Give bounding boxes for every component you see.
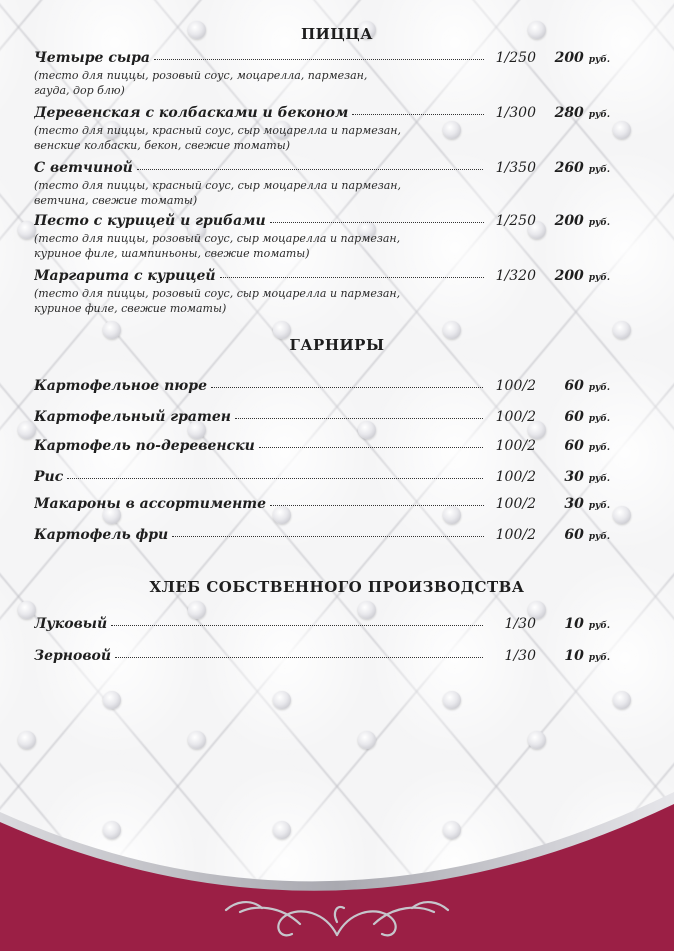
item-weight: 100/2 bbox=[495, 438, 536, 454]
item-price-value: 280 bbox=[554, 105, 584, 121]
section-title-pizza: ПИЦЦА bbox=[300, 25, 374, 43]
item-name-text: Маргарита с курицей bbox=[34, 268, 216, 284]
item-price bbox=[544, 437, 610, 457]
item-price bbox=[544, 615, 610, 635]
leader-dots bbox=[67, 477, 484, 479]
item-name-text: Четыре сыра bbox=[34, 50, 150, 66]
item-name-text: Картофельный гратен bbox=[34, 409, 231, 425]
menu-item bbox=[34, 159, 610, 208]
item-price-value: 10 bbox=[564, 648, 584, 664]
item-name bbox=[34, 104, 484, 122]
item-currency: руб. bbox=[588, 474, 610, 484]
item-price bbox=[544, 495, 610, 515]
item-currency: руб. bbox=[588, 110, 610, 120]
item-name-text: Картофель фри bbox=[34, 527, 169, 543]
leader-dots bbox=[137, 168, 484, 170]
item-currency: руб. bbox=[588, 165, 610, 175]
item-name-text: Песто с курицей и грибами bbox=[34, 213, 266, 229]
item-price-value: 60 bbox=[564, 438, 584, 454]
item-price bbox=[544, 212, 610, 232]
item-name bbox=[34, 49, 484, 67]
item-weight: 100/2 bbox=[495, 527, 536, 543]
menu-item bbox=[34, 267, 610, 316]
item-name-text: Картофельное пюре bbox=[34, 378, 207, 394]
item-currency: руб. bbox=[588, 55, 610, 65]
item-description-line: ветчина, свежие томаты) bbox=[34, 194, 198, 207]
item-weight: 1/250 bbox=[495, 50, 536, 66]
item-price bbox=[544, 267, 610, 287]
menu-item bbox=[34, 212, 610, 261]
item-name bbox=[34, 212, 484, 230]
item-weight: 1/30 bbox=[504, 616, 536, 632]
item-price bbox=[544, 647, 610, 667]
item-name bbox=[34, 377, 484, 395]
item-name bbox=[34, 526, 484, 544]
item-description-line: гауда, дор блю) bbox=[34, 84, 125, 97]
item-price-value: 10 bbox=[564, 616, 584, 632]
item-currency: руб. bbox=[588, 414, 610, 424]
item-name-text: Рис bbox=[34, 469, 64, 485]
menu-item bbox=[34, 468, 610, 486]
item-name bbox=[34, 437, 484, 455]
leader-dots bbox=[270, 221, 484, 223]
leader-dots bbox=[154, 58, 484, 60]
leader-dots bbox=[352, 113, 484, 115]
menu-item bbox=[34, 377, 610, 395]
item-weight: 1/30 bbox=[504, 648, 536, 664]
item-price bbox=[544, 468, 610, 488]
item-price bbox=[544, 159, 610, 179]
item-currency: руб. bbox=[588, 501, 610, 511]
item-currency: руб. bbox=[588, 653, 610, 663]
item-name-text: С ветчиной bbox=[34, 160, 133, 176]
item-currency: руб. bbox=[588, 218, 610, 228]
item-weight: 1/300 bbox=[495, 105, 536, 121]
leader-dots bbox=[270, 504, 484, 506]
item-name-text: Луковый bbox=[34, 616, 108, 632]
item-weight: 1/350 bbox=[495, 160, 536, 176]
item-name-text: Картофель по-деревенски bbox=[34, 438, 255, 454]
item-weight: 1/250 bbox=[495, 213, 536, 229]
item-description bbox=[34, 286, 474, 316]
item-name bbox=[34, 495, 484, 513]
menu-item bbox=[34, 495, 610, 513]
item-price-value: 200 bbox=[554, 268, 584, 284]
item-name bbox=[34, 647, 484, 665]
item-price bbox=[544, 49, 610, 69]
item-description-line: куриное филе, свежие томаты) bbox=[34, 302, 227, 315]
item-weight: 100/2 bbox=[495, 409, 536, 425]
menu-item bbox=[34, 104, 610, 153]
item-weight: 100/2 bbox=[495, 378, 536, 394]
item-description-line: (тесто для пиццы, красный соус, сыр моцарелла и пармезан, bbox=[34, 124, 402, 137]
item-price-value: 30 bbox=[564, 469, 584, 485]
item-price-value: 60 bbox=[564, 378, 584, 394]
leader-dots bbox=[172, 535, 484, 537]
item-currency: руб. bbox=[588, 443, 610, 453]
leader-dots bbox=[115, 656, 484, 658]
item-price-value: 60 bbox=[564, 527, 584, 543]
item-name bbox=[34, 408, 484, 426]
leader-dots bbox=[211, 386, 484, 388]
item-name-text: Макароны в ассортименте bbox=[34, 496, 267, 512]
item-description-line: (тесто для пиццы, розовый соус, сыр моцарелла и пармезан, bbox=[34, 287, 401, 300]
item-currency: руб. bbox=[588, 532, 610, 542]
leader-dots bbox=[235, 417, 484, 419]
leader-dots bbox=[111, 624, 484, 626]
item-description-line: венские колбаски, бекон, свежие томаты) bbox=[34, 139, 290, 152]
menu-item bbox=[34, 49, 610, 98]
item-name-text: Деревенская с колбасками и беконом bbox=[34, 105, 349, 121]
item-currency: руб. bbox=[588, 273, 610, 283]
item-description-line: куриное филе, шампиньоны, свежие томаты) bbox=[34, 247, 310, 260]
item-name bbox=[34, 267, 484, 285]
item-name bbox=[34, 468, 484, 486]
item-price-value: 30 bbox=[564, 496, 584, 512]
item-description bbox=[34, 68, 474, 98]
item-price-value: 200 bbox=[554, 50, 584, 66]
item-price-value: 60 bbox=[564, 409, 584, 425]
section-title-bread: ХЛЕБ СОБСТВЕННОГО ПРОИЗВОДСТВА bbox=[149, 578, 525, 596]
item-name bbox=[34, 615, 484, 633]
menu-item bbox=[34, 437, 610, 455]
menu-item bbox=[34, 526, 610, 544]
item-name bbox=[34, 159, 484, 177]
menu-item bbox=[34, 408, 610, 426]
item-currency: руб. bbox=[588, 383, 610, 393]
item-name-text: Зерновой bbox=[34, 648, 112, 664]
item-currency: руб. bbox=[588, 621, 610, 631]
leader-dots bbox=[220, 276, 484, 278]
item-weight: 1/320 bbox=[495, 268, 536, 284]
item-description bbox=[34, 178, 474, 208]
item-weight: 100/2 bbox=[495, 496, 536, 512]
item-description-line: (тесто для пиццы, красный соус, сыр моцарелла и пармезан, bbox=[34, 179, 402, 192]
item-description-line: (тесто для пиццы, розовый соус, моцарелла, пармезан, bbox=[34, 69, 368, 82]
item-price-value: 260 bbox=[554, 160, 584, 176]
item-weight: 100/2 bbox=[495, 469, 536, 485]
section-title-garnish: ГАРНИРЫ bbox=[289, 336, 385, 354]
item-price bbox=[544, 377, 610, 397]
item-description-line: (тесто для пиццы, розовый соус, сыр моцарелла и пармезан, bbox=[34, 232, 401, 245]
item-description bbox=[34, 123, 474, 153]
item-price-value: 200 bbox=[554, 213, 584, 229]
item-price bbox=[544, 526, 610, 546]
menu-item bbox=[34, 615, 610, 633]
leader-dots bbox=[259, 446, 484, 448]
item-price bbox=[544, 408, 610, 428]
item-description bbox=[34, 231, 474, 261]
menu-item bbox=[34, 647, 610, 665]
item-price bbox=[544, 104, 610, 124]
